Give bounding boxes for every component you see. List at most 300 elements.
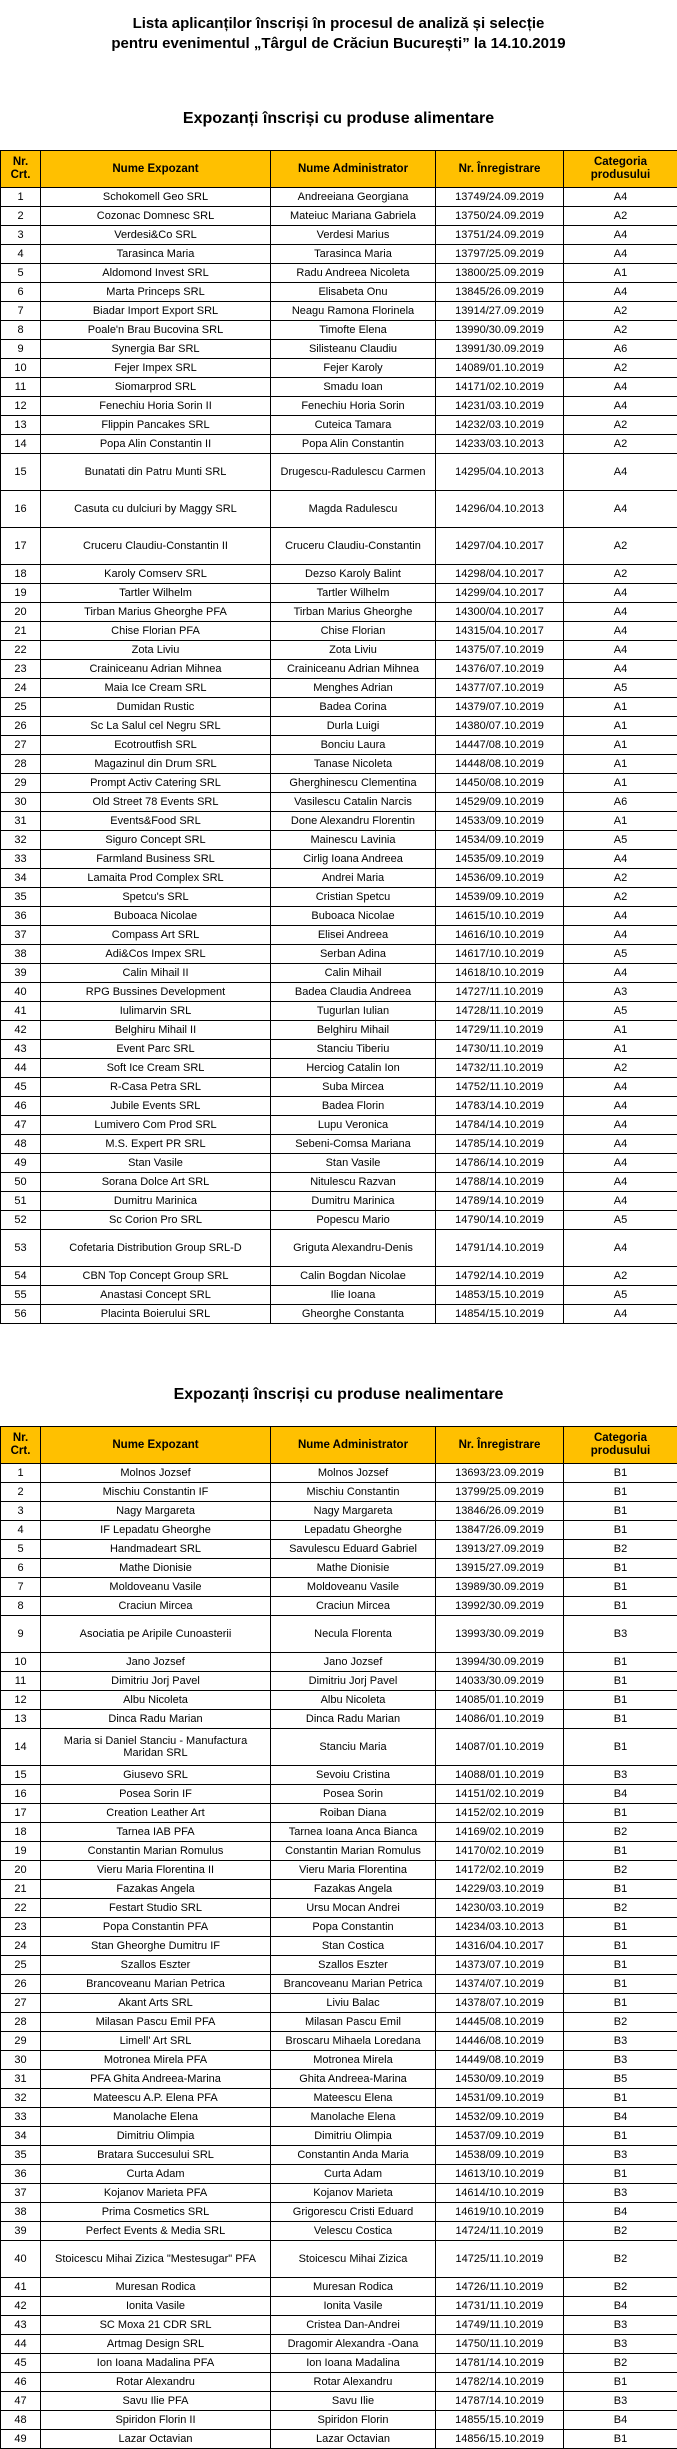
cell-nr-crt: 14 [1, 435, 41, 454]
cell-exhibitor-name: Dimitriu Jorj Pavel [41, 1672, 271, 1691]
table-row [1, 1710, 677, 1729]
table-row [1, 2070, 677, 2089]
cell-product-category: A2 [564, 302, 677, 321]
cell-exhibitor-name: Jano Jozsef [41, 1653, 271, 1672]
cell-administrator-name: Gheorghe Constanta [271, 1305, 436, 1324]
table-row [1, 321, 677, 340]
cell-nr-crt: 44 [1, 2335, 41, 2354]
table-row [1, 1691, 677, 1710]
cell-administrator-name: Constantin Anda Maria [271, 2146, 436, 2165]
cell-nr-crt: 39 [1, 2222, 41, 2241]
cell-exhibitor-name: RPG Bussines Development [41, 983, 271, 1002]
cell-exhibitor-name: Anastasi Concept SRL [41, 1286, 271, 1305]
cell-registration-number: 14380/07.10.2019 [436, 717, 564, 736]
cell-exhibitor-name: Tarasinca Maria [41, 245, 271, 264]
cell-administrator-name: Broscaru Mihaela Loredana [271, 2032, 436, 2051]
cell-administrator-name: Andrei Maria [271, 869, 436, 888]
cell-product-category: B2 [564, 1899, 677, 1918]
cell-exhibitor-name: Lamaita Prod Complex SRL [41, 869, 271, 888]
table-row [1, 1804, 677, 1823]
cell-exhibitor-name: Karoly Comserv SRL [41, 565, 271, 584]
cell-nr-crt: 5 [1, 264, 41, 283]
cell-exhibitor-name: Adi&Cos Impex SRL [41, 945, 271, 964]
cell-nr-crt: 7 [1, 302, 41, 321]
cell-administrator-name: Elisabeta Onu [271, 283, 436, 302]
cell-exhibitor-name: Nagy Margareta [41, 1502, 271, 1521]
cell-registration-number: 13994/30.09.2019 [436, 1653, 564, 1672]
cell-administrator-name: Badea Florin [271, 1097, 436, 1116]
cell-product-category: B2 [564, 2222, 677, 2241]
cell-nr-crt: 14 [1, 1729, 41, 1766]
cell-nr-crt: 52 [1, 1211, 41, 1230]
cell-administrator-name: Andreeiana Georgiana [271, 188, 436, 207]
table-row [1, 1267, 677, 1286]
cell-exhibitor-name: Fejer Impex SRL [41, 359, 271, 378]
cell-product-category: B2 [564, 1861, 677, 1880]
cell-registration-number: 14533/09.10.2019 [436, 812, 564, 831]
cell-exhibitor-name: Casuta cu dulciuri by Maggy SRL [41, 491, 271, 528]
cell-exhibitor-name: Ionita Vasile [41, 2297, 271, 2316]
table-row [1, 2373, 677, 2392]
cell-registration-number: 14749/11.10.2019 [436, 2316, 564, 2335]
cell-administrator-name: Fazakas Angela [271, 1880, 436, 1899]
cell-nr-crt: 53 [1, 1230, 41, 1267]
cell-exhibitor-name: IF Lepadatu Gheorghe [41, 1521, 271, 1540]
cell-registration-number: 14450/08.10.2019 [436, 774, 564, 793]
cell-administrator-name: Motronea Mirela [271, 2051, 436, 2070]
cell-exhibitor-name: Motronea Mirela PFA [41, 2051, 271, 2070]
table-row [1, 603, 677, 622]
cell-exhibitor-name: Buboaca Nicolae [41, 907, 271, 926]
header-product-category: Categoria produsului [564, 1427, 677, 1464]
cell-registration-number: 14445/08.10.2019 [436, 2013, 564, 2032]
cell-exhibitor-name: Brancoveanu Marian Petrica [41, 1975, 271, 1994]
cell-nr-crt: 1 [1, 188, 41, 207]
cell-product-category: A2 [564, 1059, 677, 1078]
header-administrator-name: Nume Administrator [271, 151, 436, 188]
cell-nr-crt: 36 [1, 907, 41, 926]
table-row [1, 1823, 677, 1842]
cell-product-category: B1 [564, 2430, 677, 2449]
cell-product-category: A4 [564, 622, 677, 641]
cell-product-category: B1 [564, 1521, 677, 1540]
cell-administrator-name: Ion Ioana Madalina [271, 2354, 436, 2373]
cell-exhibitor-name: Maria si Daniel Stanciu - Manufactura Maridan SRL [41, 1729, 271, 1766]
cell-administrator-name: Tirban Marius Gheorghe [271, 603, 436, 622]
cell-exhibitor-name: Kojanov Marieta PFA [41, 2184, 271, 2203]
cell-product-category: A1 [564, 736, 677, 755]
table-row [1, 1040, 677, 1059]
cell-administrator-name: Moldoveanu Vasile [271, 1578, 436, 1597]
cell-exhibitor-name: Stan Vasile [41, 1154, 271, 1173]
cell-registration-number: 14752/11.10.2019 [436, 1078, 564, 1097]
table-row [1, 1521, 677, 1540]
cell-registration-number: 14448/08.10.2019 [436, 755, 564, 774]
cell-administrator-name: Done Alexandru Florentin [271, 812, 436, 831]
cell-exhibitor-name: Sc Corion Pro SRL [41, 1211, 271, 1230]
cell-registration-number: 14315/04.10.2017 [436, 622, 564, 641]
cell-exhibitor-name: Cozonac Domnesc SRL [41, 207, 271, 226]
header-product-category: Categoria produsului [564, 151, 677, 188]
cell-nr-crt: 23 [1, 660, 41, 679]
cell-nr-crt: 21 [1, 622, 41, 641]
cell-nr-crt: 35 [1, 888, 41, 907]
table-row [1, 641, 677, 660]
cell-registration-number: 14725/11.10.2019 [436, 2241, 564, 2278]
cell-nr-crt: 34 [1, 869, 41, 888]
cell-administrator-name: Velescu Costica [271, 2222, 436, 2241]
cell-registration-number: 14299/04.10.2017 [436, 584, 564, 603]
cell-product-category: B4 [564, 1785, 677, 1804]
cell-nr-crt: 43 [1, 2316, 41, 2335]
cell-exhibitor-name: Schokomell Geo SRL [41, 188, 271, 207]
nonfood-exhibitors-table [0, 1426, 677, 2449]
cell-product-category: B2 [564, 1540, 677, 1559]
cell-exhibitor-name: SC Moxa 21 CDR SRL [41, 2316, 271, 2335]
cell-product-category: B1 [564, 1672, 677, 1691]
cell-product-category: A1 [564, 755, 677, 774]
cell-nr-crt: 46 [1, 2373, 41, 2392]
table-row [1, 2051, 677, 2070]
cell-product-category: B1 [564, 1880, 677, 1899]
cell-exhibitor-name: Mathe Dionisie [41, 1559, 271, 1578]
cell-administrator-name: Tugurlan Iulian [271, 1002, 436, 1021]
cell-administrator-name: Sevoiu Cristina [271, 1766, 436, 1785]
cell-registration-number: 14727/11.10.2019 [436, 983, 564, 1002]
table-row [1, 1483, 677, 1502]
cell-exhibitor-name: Dinca Radu Marian [41, 1710, 271, 1729]
cell-product-category: B4 [564, 2203, 677, 2222]
cell-administrator-name: Stoicescu Mihai Zizica [271, 2241, 436, 2278]
cell-product-category: B1 [564, 1918, 677, 1937]
table-row [1, 736, 677, 755]
cell-registration-number: 14529/09.10.2019 [436, 793, 564, 812]
cell-product-category: A4 [564, 397, 677, 416]
table-row [1, 1597, 677, 1616]
cell-nr-crt: 20 [1, 1861, 41, 1880]
header-registration-number: Nr. Înregistrare [436, 151, 564, 188]
cell-nr-crt: 3 [1, 1502, 41, 1521]
cell-registration-number: 14377/07.10.2019 [436, 679, 564, 698]
cell-registration-number: 14787/14.10.2019 [436, 2392, 564, 2411]
cell-registration-number: 14297/04.10.2017 [436, 528, 564, 565]
table-row [1, 2278, 677, 2297]
cell-administrator-name: Stanciu Maria [271, 1729, 436, 1766]
cell-nr-crt: 29 [1, 774, 41, 793]
table-row [1, 454, 677, 491]
cell-administrator-name: Savu Ilie [271, 2392, 436, 2411]
table-row [1, 1861, 677, 1880]
cell-administrator-name: Spiridon Florin [271, 2411, 436, 2430]
cell-product-category: A2 [564, 359, 677, 378]
table-row [1, 1059, 677, 1078]
cell-registration-number: 14730/11.10.2019 [436, 1040, 564, 1059]
cell-exhibitor-name: Ecotroutfish SRL [41, 736, 271, 755]
cell-nr-crt: 46 [1, 1097, 41, 1116]
table-row [1, 2165, 677, 2184]
cell-registration-number: 14792/14.10.2019 [436, 1267, 564, 1286]
cell-product-category: A2 [564, 528, 677, 565]
cell-administrator-name: Cristea Dan-Andrei [271, 2316, 436, 2335]
cell-registration-number: 14231/03.10.2019 [436, 397, 564, 416]
table-row [1, 850, 677, 869]
cell-exhibitor-name: Magazinul din Drum SRL [41, 755, 271, 774]
cell-registration-number: 14087/01.10.2019 [436, 1729, 564, 1766]
table-row [1, 528, 677, 565]
header-exhibitor-name: Nume Expozant [41, 1427, 271, 1464]
cell-administrator-name: Mischiu Constantin [271, 1483, 436, 1502]
cell-exhibitor-name: Handmadeart SRL [41, 1540, 271, 1559]
table-row [1, 1211, 677, 1230]
cell-exhibitor-name: Posea Sorin IF [41, 1785, 271, 1804]
cell-product-category: A2 [564, 869, 677, 888]
table-row [1, 1502, 677, 1521]
cell-registration-number: 14791/14.10.2019 [436, 1230, 564, 1267]
cell-administrator-name: Dimitriu Jorj Pavel [271, 1672, 436, 1691]
cell-product-category: A1 [564, 1040, 677, 1059]
food-exhibitors-table [0, 150, 677, 1324]
table-row [1, 1230, 677, 1267]
cell-registration-number: 14296/04.10.2013 [436, 491, 564, 528]
table-row [1, 565, 677, 584]
cell-nr-crt: 37 [1, 926, 41, 945]
cell-nr-crt: 38 [1, 2203, 41, 2222]
table-row [1, 622, 677, 641]
cell-exhibitor-name: Crainiceanu Adrian Mihnea [41, 660, 271, 679]
cell-registration-number: 14615/10.10.2019 [436, 907, 564, 926]
cell-nr-crt: 11 [1, 1672, 41, 1691]
cell-nr-crt: 19 [1, 1842, 41, 1861]
cell-exhibitor-name: Muresan Rodica [41, 2278, 271, 2297]
cell-administrator-name: Fenechiu Horia Sorin [271, 397, 436, 416]
table-row [1, 831, 677, 850]
cell-exhibitor-name: Molnos Jozsef [41, 1464, 271, 1483]
header-exhibitor-name: Nume Expozant [41, 151, 271, 188]
cell-registration-number: 14376/07.10.2019 [436, 660, 564, 679]
cell-registration-number: 14379/07.10.2019 [436, 698, 564, 717]
cell-registration-number: 14785/14.10.2019 [436, 1135, 564, 1154]
cell-exhibitor-name: Fazakas Angela [41, 1880, 271, 1899]
cell-product-category: A1 [564, 774, 677, 793]
cell-exhibitor-name: Bunatati din Patru Munti SRL [41, 454, 271, 491]
cell-registration-number: 14300/04.10.2017 [436, 603, 564, 622]
cell-nr-crt: 43 [1, 1040, 41, 1059]
cell-registration-number: 13797/25.09.2019 [436, 245, 564, 264]
cell-product-category: B3 [564, 1616, 677, 1653]
cell-product-category: A4 [564, 907, 677, 926]
cell-administrator-name: Roiban Diana [271, 1804, 436, 1823]
cell-administrator-name: Badea Claudia Andreea [271, 983, 436, 1002]
cell-registration-number: 13846/26.09.2019 [436, 1502, 564, 1521]
cell-registration-number: 14232/03.10.2019 [436, 416, 564, 435]
cell-nr-crt: 32 [1, 2089, 41, 2108]
cell-registration-number: 14728/11.10.2019 [436, 1002, 564, 1021]
cell-product-category: A2 [564, 321, 677, 340]
table-row [1, 679, 677, 698]
cell-exhibitor-name: Bratara Succesului SRL [41, 2146, 271, 2165]
cell-registration-number: 14375/07.10.2019 [436, 641, 564, 660]
cell-administrator-name: Suba Mircea [271, 1078, 436, 1097]
cell-product-category: B1 [564, 1691, 677, 1710]
cell-administrator-name: Ursu Mocan Andrei [271, 1899, 436, 1918]
cell-registration-number: 13845/26.09.2019 [436, 283, 564, 302]
cell-registration-number: 14373/07.10.2019 [436, 1956, 564, 1975]
cell-exhibitor-name: Creation Leather Art [41, 1804, 271, 1823]
cell-exhibitor-name: Stan Gheorghe Dumitru IF [41, 1937, 271, 1956]
cell-exhibitor-name: Iulimarvin SRL [41, 1002, 271, 1021]
cell-exhibitor-name: Poale'n Brau Bucovina SRL [41, 321, 271, 340]
cell-registration-number: 14618/10.10.2019 [436, 964, 564, 983]
cell-nr-crt: 17 [1, 528, 41, 565]
cell-exhibitor-name: Soft Ice Cream SRL [41, 1059, 271, 1078]
cell-registration-number: 13993/30.09.2019 [436, 1616, 564, 1653]
cell-exhibitor-name: Dumidan Rustic [41, 698, 271, 717]
table-row [1, 1002, 677, 1021]
cell-administrator-name: Zota Liviu [271, 641, 436, 660]
cell-exhibitor-name: Marta Princeps SRL [41, 283, 271, 302]
cell-product-category: A5 [564, 1211, 677, 1230]
cell-registration-number: 14446/08.10.2019 [436, 2032, 564, 2051]
cell-exhibitor-name: Perfect Events & Media SRL [41, 2222, 271, 2241]
cell-registration-number: 14539/09.10.2019 [436, 888, 564, 907]
cell-product-category: B3 [564, 2184, 677, 2203]
cell-exhibitor-name: Manolache Elena [41, 2108, 271, 2127]
cell-product-category: A5 [564, 679, 677, 698]
header-nr-crt: Nr. Crt. [1, 1427, 41, 1464]
table-row [1, 283, 677, 302]
cell-administrator-name: Buboaca Nicolae [271, 907, 436, 926]
cell-nr-crt: 27 [1, 736, 41, 755]
cell-exhibitor-name: Stoicescu Mihai Zizica "Mestesugar" PFA [41, 2241, 271, 2278]
cell-administrator-name: Tarnea Ioana Anca Bianca [271, 1823, 436, 1842]
table-row [1, 2108, 677, 2127]
cell-administrator-name: Dragomir Alexandra -Oana [271, 2335, 436, 2354]
cell-administrator-name: Vieru Maria Florentina [271, 1861, 436, 1880]
cell-nr-crt: 5 [1, 1540, 41, 1559]
cell-administrator-name: Serban Adina [271, 945, 436, 964]
cell-nr-crt: 3 [1, 226, 41, 245]
cell-nr-crt: 28 [1, 755, 41, 774]
cell-registration-number: 14536/09.10.2019 [436, 869, 564, 888]
table-row [1, 1559, 677, 1578]
cell-exhibitor-name: Prompt Activ Catering SRL [41, 774, 271, 793]
cell-registration-number: 14374/07.10.2019 [436, 1975, 564, 1994]
cell-registration-number: 14853/15.10.2019 [436, 1286, 564, 1305]
cell-exhibitor-name: Lazar Octavian [41, 2430, 271, 2449]
cell-administrator-name: Lepadatu Gheorghe [271, 1521, 436, 1540]
cell-administrator-name: Nitulescu Razvan [271, 1173, 436, 1192]
cell-administrator-name: Fejer Karoly [271, 359, 436, 378]
cell-product-category: A4 [564, 1173, 677, 1192]
cell-product-category: A2 [564, 1267, 677, 1286]
cell-product-category: A4 [564, 964, 677, 983]
cell-nr-crt: 33 [1, 2108, 41, 2127]
cell-administrator-name: Jano Jozsef [271, 1653, 436, 1672]
cell-product-category: B3 [564, 2051, 677, 2070]
cell-registration-number: 14783/14.10.2019 [436, 1097, 564, 1116]
cell-product-category: A5 [564, 831, 677, 850]
cell-product-category: A4 [564, 850, 677, 869]
table-row [1, 2392, 677, 2411]
cell-registration-number: 14532/09.10.2019 [436, 2108, 564, 2127]
table-row [1, 945, 677, 964]
cell-nr-crt: 2 [1, 1483, 41, 1502]
cell-nr-crt: 12 [1, 397, 41, 416]
cell-product-category: A4 [564, 660, 677, 679]
cell-registration-number: 14447/08.10.2019 [436, 736, 564, 755]
cell-product-category: A5 [564, 1002, 677, 1021]
table-row [1, 1899, 677, 1918]
cell-nr-crt: 42 [1, 2297, 41, 2316]
cell-nr-crt: 18 [1, 1823, 41, 1842]
cell-registration-number: 14789/14.10.2019 [436, 1192, 564, 1211]
cell-administrator-name: Cruceru Claudiu-Constantin [271, 528, 436, 565]
cell-nr-crt: 6 [1, 283, 41, 302]
cell-product-category: B4 [564, 2108, 677, 2127]
cell-registration-number: 14229/03.10.2019 [436, 1880, 564, 1899]
cell-product-category: A4 [564, 641, 677, 660]
cell-nr-crt: 1 [1, 1464, 41, 1483]
table-row [1, 2013, 677, 2032]
cell-administrator-name: Mateiuc Mariana Gabriela [271, 207, 436, 226]
cell-nr-crt: 38 [1, 945, 41, 964]
cell-administrator-name: Verdesi Marius [271, 226, 436, 245]
table-row [1, 245, 677, 264]
cell-product-category: A2 [564, 207, 677, 226]
cell-registration-number: 13990/30.09.2019 [436, 321, 564, 340]
table-row [1, 435, 677, 454]
cell-administrator-name: Menghes Adrian [271, 679, 436, 698]
cell-exhibitor-name: Ion Ioana Madalina PFA [41, 2354, 271, 2373]
cell-administrator-name: Dezso Karoly Balint [271, 565, 436, 584]
table-row [1, 1937, 677, 1956]
cell-administrator-name: Dimitriu Olimpia [271, 2127, 436, 2146]
cell-product-category: A4 [564, 1154, 677, 1173]
cell-product-category: A4 [564, 245, 677, 264]
cell-product-category: B1 [564, 1710, 677, 1729]
table-row [1, 1975, 677, 1994]
cell-administrator-name: Popa Alin Constantin [271, 435, 436, 454]
table-row [1, 1540, 677, 1559]
cell-administrator-name: Necula Florenta [271, 1616, 436, 1653]
cell-product-category: B1 [564, 1937, 677, 1956]
cell-administrator-name: Elisei Andreea [271, 926, 436, 945]
cell-registration-number: 14732/11.10.2019 [436, 1059, 564, 1078]
table-row [1, 907, 677, 926]
cell-nr-crt: 34 [1, 2127, 41, 2146]
cell-product-category: A3 [564, 983, 677, 1002]
cell-registration-number: 14726/11.10.2019 [436, 2278, 564, 2297]
table-row [1, 1994, 677, 2013]
cell-registration-number: 14233/03.10.2013 [436, 435, 564, 454]
cell-registration-number: 14790/14.10.2019 [436, 1211, 564, 1230]
cell-registration-number: 14316/04.10.2017 [436, 1937, 564, 1956]
cell-nr-crt: 4 [1, 1521, 41, 1540]
table-row [1, 397, 677, 416]
cell-registration-number: 14085/01.10.2019 [436, 1691, 564, 1710]
cell-nr-crt: 24 [1, 679, 41, 698]
cell-product-category: A4 [564, 1192, 677, 1211]
table-row [1, 340, 677, 359]
cell-product-category: B1 [564, 2127, 677, 2146]
cell-product-category: A1 [564, 264, 677, 283]
cell-registration-number: 13800/25.09.2019 [436, 264, 564, 283]
cell-administrator-name: Tartler Wilhelm [271, 584, 436, 603]
table-row [1, 888, 677, 907]
cell-exhibitor-name: Lumivero Com Prod SRL [41, 1116, 271, 1135]
cell-administrator-name: Dinca Radu Marian [271, 1710, 436, 1729]
cell-exhibitor-name: Tarnea IAB PFA [41, 1823, 271, 1842]
